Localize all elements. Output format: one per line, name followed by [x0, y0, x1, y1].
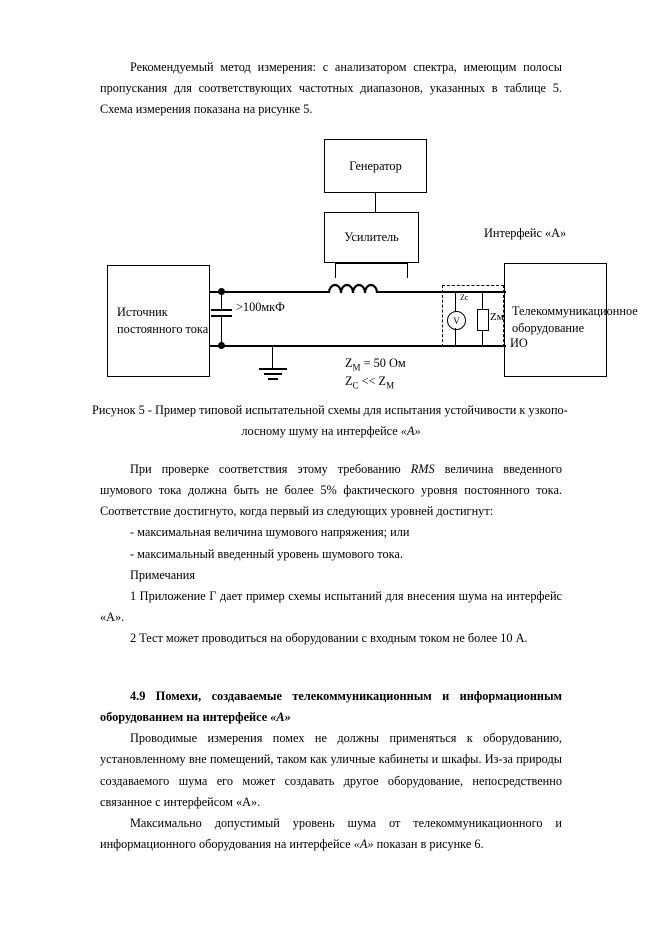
- voltmeter-lead-bottom: [455, 328, 456, 345]
- body-block-1: [100, 459, 562, 649]
- capacitor-value-label: >100мкФ: [236, 300, 285, 314]
- ground-bar-2: [264, 373, 282, 375]
- section-heading-interface: «А»: [270, 710, 291, 725]
- equation-zc-mid: << Z: [358, 374, 387, 388]
- zm-lead-top: [482, 291, 483, 309]
- amplifier-coil-wire-top: [335, 263, 408, 264]
- zm-lead-bottom: [482, 331, 483, 345]
- telecom-equipment-box: [504, 263, 638, 377]
- equation-zc-sub-b: М: [386, 380, 395, 391]
- paragraph-max-noise-a: Максимально допустимый уровень шума от телекоммуникационного и информационного оборудования на интерфейсе: [100, 815, 562, 851]
- body-block-2: [100, 686, 562, 855]
- capacitor-plate-top: [211, 309, 232, 311]
- zm-resistor-symbol: [477, 309, 489, 331]
- interface-a-label: Интерфейс «А»: [484, 226, 567, 240]
- amplifier-coil-wire-right: [407, 263, 408, 278]
- rms-term: RMS: [410, 462, 435, 476]
- intro-paragraph: Рекомендуемый метод измерения: с анализатором спектра, имеющим полосы пропускания для соответствующих частотных диапазонов, указанных в таблице 5. Схема измерения показана на рисунке 5.: [100, 60, 562, 117]
- paragraph-max-noise-level: [100, 813, 562, 855]
- caption-line-1: Рисунок 5 - Пример типовой испытательной схемы для испытания устойчивости к узкопо-: [92, 403, 568, 417]
- zm-symbol-label: Zм: [490, 311, 504, 323]
- caption-line-2-interface: «А»: [400, 424, 421, 439]
- paragraph-rms: [100, 459, 562, 522]
- intro-paragraph-block: [100, 57, 562, 120]
- generator-box: [324, 139, 427, 193]
- notes-heading: Примечания: [130, 567, 196, 582]
- voltmeter-lead-top: [455, 291, 456, 311]
- figure-5-diagram: [92, 125, 638, 395]
- paragraph-rms-a: При проверке соответствия этому требованию: [130, 462, 411, 476]
- equation-zm-prefix: Z: [345, 356, 353, 370]
- note-1: 1 Приложение Г дает пример схемы испытаний для внесения шума на интерфейс «А».: [100, 588, 562, 624]
- ground-bar-3: [268, 378, 278, 380]
- caption-line-2-text: лосному шуму на интерфейсе: [241, 424, 401, 439]
- figure-caption: [92, 400, 570, 442]
- telecom-equipment-label: Телекоммуникационное оборудование: [512, 304, 638, 335]
- paragraph-conducted-measurements: Проводимые измерения помех не должны применяться к оборудованию, установленному вне помещений, таком как уличные кабинеты и шкафы. Из-за природы создаваемого шума его может создавать другое оборудование, непосредственно связанное с интерфейсом «А».: [100, 731, 562, 809]
- node-dot-bottom: [218, 342, 225, 349]
- paragraph-rms-b: величина введенного шумового тока должна быть не более 5% фактического уровня постоянного тока. Соответствие достигнуто, когда первый из следующих уровней достигнут:: [100, 462, 563, 519]
- bullet-voltage: - максимальная величина шумового напряжения; или: [130, 525, 410, 540]
- ground-bar-1: [259, 368, 287, 370]
- capacitor-lead-bottom: [221, 317, 222, 345]
- voltmeter-icon: [447, 311, 466, 330]
- equation-zm: [345, 356, 406, 372]
- dc-source-box: [107, 265, 210, 377]
- top-bus-left: [210, 291, 330, 293]
- generator-label: Генератор: [349, 158, 402, 173]
- amplifier-label: Усилитель: [344, 230, 399, 245]
- node-dot-top: [218, 288, 225, 295]
- equation-zc: [345, 374, 394, 390]
- paragraph-max-noise-c: показан в рисунке 6.: [373, 836, 484, 851]
- amplifier-coil-wire-left: [335, 263, 336, 278]
- caption-line-2: [92, 421, 570, 442]
- bullet-current: - максимальный введенный уровень шумового тока.: [130, 546, 403, 561]
- paragraph-max-noise-interface: «А»: [353, 836, 374, 851]
- dc-source-label: Источник постоянного тока: [117, 305, 209, 336]
- equation-zc-sub-a: С: [352, 380, 359, 391]
- section-heading-text: 4.9 Помехи, создаваемые телекоммуникационным и информационным оборудованием на интерфейсе: [100, 689, 562, 725]
- equation-zc-prefix: Z: [345, 374, 353, 388]
- ground-lead: [272, 345, 273, 368]
- equation-zm-rest: = 50 Ом: [360, 356, 406, 370]
- equation-zm-sub: М: [352, 362, 361, 373]
- note-2: 2 Тест может проводиться на оборудовании с входным током не более 10 А.: [130, 631, 528, 646]
- zc-symbol-label: Zс: [460, 293, 469, 302]
- section-heading-4-9: [100, 686, 562, 728]
- io-label: ИО: [510, 336, 528, 350]
- amplifier-box: [324, 212, 419, 263]
- voltmeter-label: V: [453, 315, 460, 326]
- generator-amplifier-wire: [375, 193, 376, 212]
